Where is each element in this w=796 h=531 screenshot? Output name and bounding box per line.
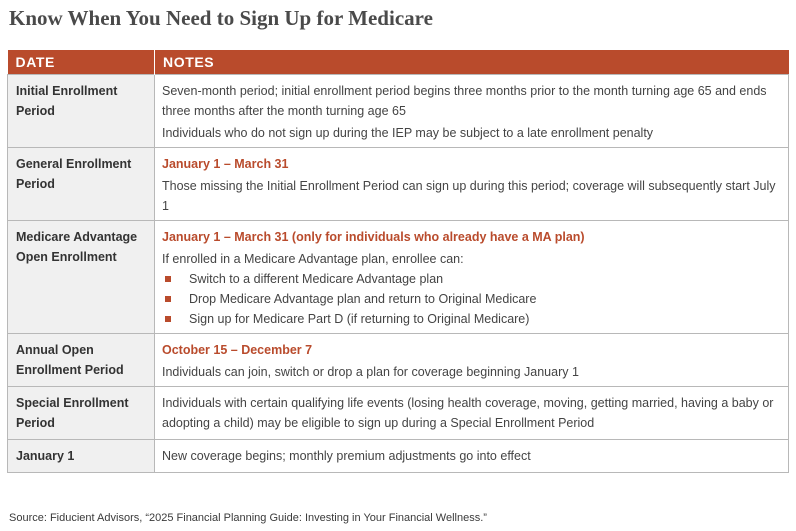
note-text: Those missing the Initial Enrollment Period can sign up during this period; coverage will subsequently start July 1: [162, 179, 776, 213]
table-row: [8, 221, 789, 334]
note-text: Individuals with certain qualifying life events (losing health coverage, moving, getting married, having a baby or adopting a child) may be eligible to sign up during a Special Enrollment Period: [162, 396, 774, 430]
list-item: [162, 289, 778, 309]
note-text: Individuals who do not sign up during the IEP may be subject to a late enrollment penalty: [162, 126, 654, 140]
notes-cell: [155, 221, 789, 334]
table-row: [8, 387, 789, 440]
square-bullet-icon: [165, 296, 171, 302]
notes-column-header: NOTES: [155, 50, 789, 75]
note-text: If enrolled in a Medicare Advantage plan, enrollee can:: [162, 252, 464, 266]
date-range-highlight: October 15 – December 7: [162, 343, 313, 357]
table-row: [8, 440, 789, 473]
list-item: [162, 309, 778, 329]
page-title: Know When You Need to Sign Up for Medicare: [9, 6, 433, 30]
table-header-row: [8, 50, 789, 75]
table-row: [8, 334, 789, 387]
date-range-highlight: January 1 – March 31 (only for individuals who already have a MA plan): [162, 230, 585, 244]
notes-cell: [155, 75, 789, 148]
note-text: Individuals can join, switch or drop a plan for coverage beginning January 1: [162, 365, 579, 379]
date-cell: General Enrollment Period: [8, 148, 155, 221]
note-text: Seven-month period; initial enrollment period begins three months prior to the month turning age 65 and ends three months after the month turning age 65: [162, 84, 767, 118]
square-bullet-icon: [165, 316, 171, 322]
date-range-highlight: January 1 – March 31: [162, 157, 289, 171]
list-item-text: Switch to a different Medicare Advantage plan: [189, 272, 444, 286]
list-item-text: Sign up for Medicare Part D (if returning to Original Medicare): [189, 312, 530, 326]
table-row: [8, 148, 789, 221]
date-cell: Initial Enrollment Period: [8, 75, 155, 148]
note-text: New coverage begins; monthly premium adjustments go into effect: [162, 449, 531, 463]
notes-cell: [155, 387, 789, 440]
date-cell: Annual Open Enrollment Period: [8, 334, 155, 387]
list-item-text: Drop Medicare Advantage plan and return to Original Medicare: [189, 292, 537, 306]
list-item: [162, 269, 778, 289]
medicare-enrollment-table: [7, 50, 789, 473]
square-bullet-icon: [165, 276, 171, 282]
notes-cell: [155, 440, 789, 473]
notes-cell: [155, 334, 789, 387]
notes-cell: [155, 148, 789, 221]
date-cell: Special Enrollment Period: [8, 387, 155, 440]
option-list: [162, 269, 778, 329]
date-cell: January 1: [8, 440, 155, 473]
table-row: [8, 75, 789, 148]
date-cell: Medicare Advantage Open Enrollment: [8, 221, 155, 334]
source-citation: Source: Fiducient Advisors, “2025 Financial Planning Guide: Investing in Your Financial Wellness.”: [9, 512, 487, 524]
date-column-header: DATE: [8, 50, 155, 75]
